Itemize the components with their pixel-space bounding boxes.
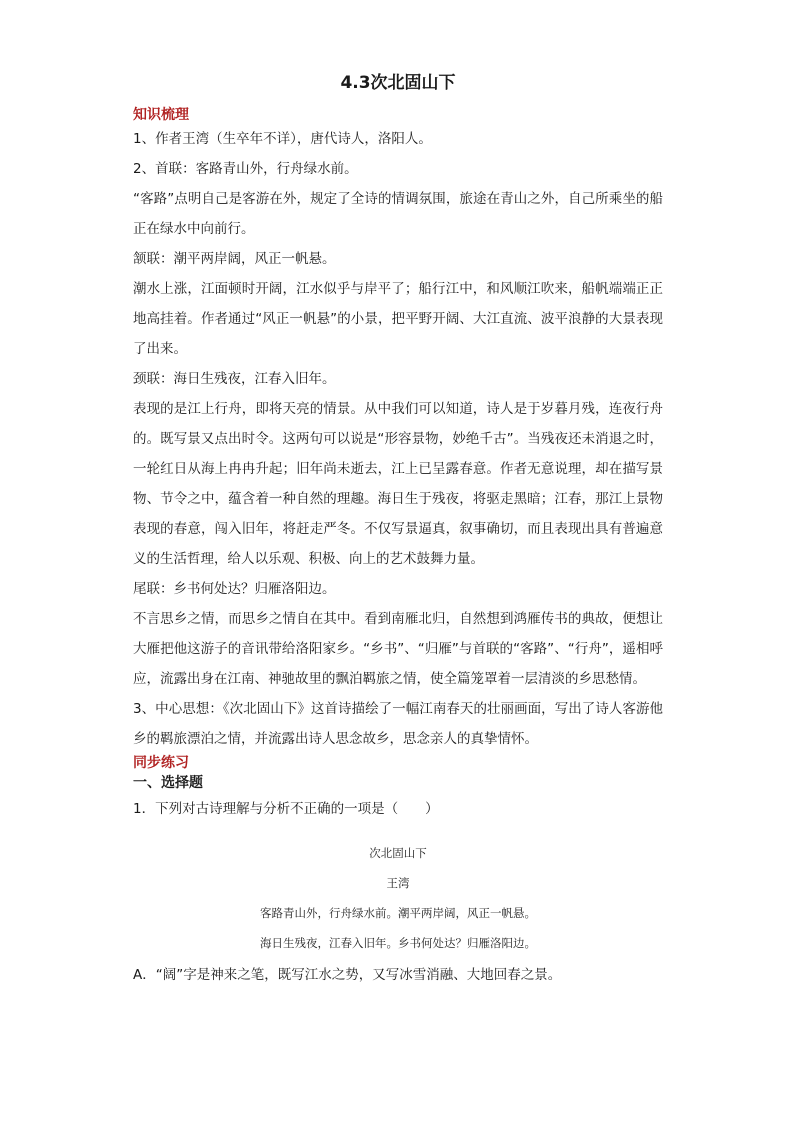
subheading-choice: 一、选择题 (133, 775, 203, 791)
paragraph-last-couplet: 尾联：乡书何处达？归雁洛阳边。 (133, 581, 336, 597)
paragraph-second-couplet-analysis: 潮水上涨，江面顿时开阔，江水似乎与岸平了；船行江中，和风顺江吹来，船帆端端正正地高挂着。作者通过“风正一帆悬”的小景，把平野开阔、大江直流、波平浪静的大景表现了出来。 (133, 281, 663, 357)
paragraph-second-couplet: 颔联：潮平两岸阔，风正一帆悬。 (133, 251, 336, 267)
paragraph-third-couplet: 颈联：海日生残夜，江春入旧年。 (133, 371, 336, 387)
poem-line-2: 海日生残夜，江春入旧年。乡书何处达？归雁洛阳边。 (260, 936, 536, 950)
paragraph-third-couplet-analysis: 表现的是江上行舟，即将天亮的情景。从中我们可以知道，诗人是于岁暮月残，连夜行舟的。既写景又点出时令。这两句可以说是“形容景物，妙绝千古”。当残夜还未消退之时，一轮红日从海上冉冉升起；旧年尚未逝去，江上已呈露春意。作者无意说理，却在描写景物、节令之中，蕴含着一种自然的理趣。海日生于残夜，将驱走黑暗；江春，那江上景物表现的春意，闯入旧年，将赶走严冬。不仅写景逼真，叙事确切，而且表现出具有普遍意义的生活哲理，给人以乐观、积极、向上的艺术鼓舞力量。 (133, 401, 663, 567)
document-page (133, 70, 663, 990)
paragraph-central-idea: 3、中心思想：《次北固山下》这首诗描绘了一幅江南春天的壮丽画面，写出了诗人客游他乡的羁旅漂泊之情，并流露出诗人思念故乡，思念亲人的真挚情怀。 (133, 701, 663, 747)
paragraph-first-couplet: 2、首联：客路青山外，行舟绿水前。 (133, 161, 358, 177)
section-heading-knowledge: 知识梳理 (133, 107, 189, 123)
paragraph-author: 1、作者王湾（生卒年不详），唐代诗人，洛阳人。 (133, 131, 432, 147)
poem-author: 王湾 (386, 876, 410, 890)
section-heading-practice: 同步练习 (133, 755, 189, 771)
paragraph-last-couplet-analysis: 不言思乡之情，而思乡之情自在其中。看到南雁北归，自然想到鸿雁传书的典故，便想让大雁把他这游子的音讯带给洛阳家乡。“乡书”、“归雁”与首联的“客路”、“行舟”，遥相呼应，流露出身在江南、神驰故里的飘泊羁旅之情，使全篇笼罩着一层清淡的乡思愁情。 (133, 611, 663, 687)
poem-line-1: 客路青山外，行舟绿水前。潮平两岸阔，风正一帆悬。 (260, 906, 536, 920)
option-a: A．“阔”字是神来之笔，既写江水之势，又写冰雪消融、大地回春之景。 (133, 967, 562, 983)
page-title: 4.3次北固山下 (340, 73, 456, 93)
poem-block (133, 838, 663, 958)
poem-title: 次北固山下 (369, 846, 427, 860)
question-1: 1．下列对古诗理解与分析不正确的一项是（ ） (133, 801, 439, 817)
paragraph-first-couplet-analysis: “客路”点明自己是客游在外，规定了全诗的情调氛围，旅途在青山之外，自己所乘坐的船正在绿水中向前行。 (133, 191, 663, 237)
